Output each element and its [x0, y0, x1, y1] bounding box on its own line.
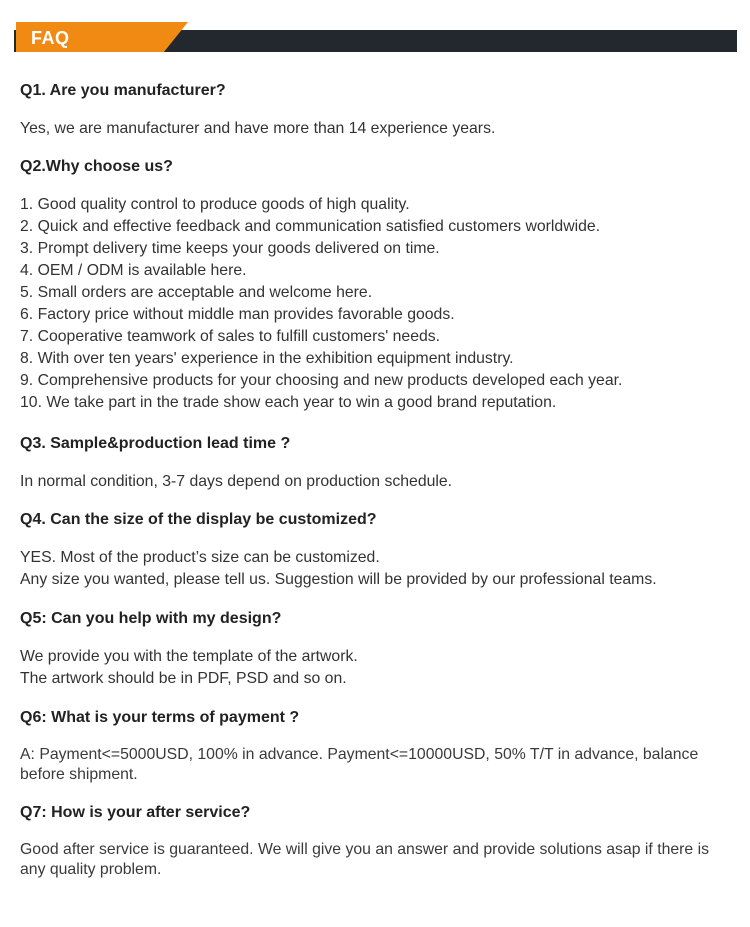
faq-question: Q7: How is your after service? [20, 804, 251, 821]
faq-answer-line: 8. With over ten years' experience in the exhibition equipment industry. [20, 350, 514, 367]
faq-answer-line: 3. Prompt delivery time keeps your goods delivered on time. [20, 240, 440, 257]
faq-question: Q3. Sample&production lead time ? [20, 435, 291, 452]
faq-item-1 [20, 80, 746, 140]
faq-answer-line: A: Payment<=5000USD, 100% in advance. Payment<=10000USD, 50% T/T in advance, balance before shipment. [20, 746, 699, 783]
faq-item-3 [20, 433, 746, 493]
faq-question: Q1. Are you manufacturer? [20, 82, 226, 99]
faq-answer-line: Any size you wanted, please tell us. Suggestion will be provided by our professional teams. [20, 571, 657, 588]
faq-answer-line: We provide you with the template of the artwork. [20, 648, 358, 665]
faq-answer-line: 10. We take part in the trade show each year to win a good brand reputation. [20, 394, 557, 411]
faq-answer-line: Yes, we are manufacturer and have more than 14 experience years. [20, 120, 496, 137]
faq-item-6 [20, 707, 732, 784]
faq-answer-line: 4. OEM / ODM is available here. [20, 262, 247, 279]
faq-answer-line: 6. Factory price without middle man provides favorable goods. [20, 306, 455, 323]
faq-answer-line: In normal condition, 3-7 days depend on production schedule. [20, 473, 453, 490]
faq-question: Q4. Can the size of the display be customized? [20, 511, 377, 528]
faq-item-7 [20, 802, 732, 879]
faq-answer-line: Good after service is guaranteed. We will give you an answer and provide solutions asap if there is any quality problem. [20, 841, 710, 878]
banner-title: FAQ [31, 28, 70, 48]
faq-question: Q2.Why choose us? [20, 158, 173, 175]
faq-answer-line: 9. Comprehensive products for your choosing and new products developed each year. [20, 372, 623, 389]
faq-answer-line: YES. Most of the product’s size can be customized. [20, 549, 380, 566]
faq-answer-line: The artwork should be in PDF, PSD and so on. [20, 670, 347, 687]
faq-question: Q6: What is your terms of payment ? [20, 709, 300, 726]
faq-answer-line: 2. Quick and effective feedback and communication satisfied customers worldwide. [20, 218, 601, 235]
faq-item-4 [20, 509, 746, 591]
faq-question: Q5: Can you help with my design? [20, 610, 282, 627]
faq-item-2 [20, 156, 746, 414]
faq-answer-line: 5. Small orders are acceptable and welcome here. [20, 284, 373, 301]
faq-item-5 [20, 608, 746, 690]
faq-answer-line: 1. Good quality control to produce goods of high quality. [20, 196, 410, 213]
faq-answer-line: 7. Cooperative teamwork of sales to fulfill customers' needs. [20, 328, 441, 345]
faq-banner [14, 22, 737, 54]
